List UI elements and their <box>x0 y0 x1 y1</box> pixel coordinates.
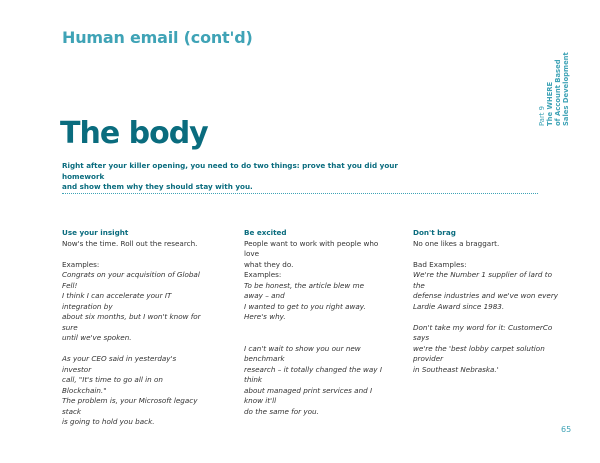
page-title: The body <box>60 116 208 151</box>
side-label <box>534 28 574 128</box>
side-label-line2: of Account Based <box>554 59 562 126</box>
example-line: we're the 'best lobby carpet solution provider <box>413 343 545 363</box>
example-line: in Southeast Nebraska.' <box>413 364 499 374</box>
intro-paragraph <box>62 161 402 193</box>
example-line: Don't take my word for it: CustomerCo says <box>413 322 553 342</box>
examples-label: Examples: <box>62 259 100 269</box>
page-number: 65 <box>561 425 572 434</box>
example-line: defense industries and we've won every <box>413 291 559 300</box>
side-label-line3: Sales Development <box>562 52 570 126</box>
column-dont-brag <box>413 228 563 375</box>
example-line: is going to hold you back. <box>62 417 155 426</box>
intro-line: Right after your killer opening, you need to do two things: prove that you did your homework <box>62 161 398 181</box>
example-line: As your CEO said in yesterday's investor <box>62 354 177 374</box>
examples-label: Bad Examples: <box>413 259 467 269</box>
example-line: I can't wait to show you our new benchmark <box>244 343 361 363</box>
column-use-your-insight <box>62 228 202 428</box>
example-line: To be honest, the article blew me away – and <box>244 280 364 300</box>
side-label-line1: The WHERE <box>546 81 554 126</box>
side-label-part: Part 9 <box>538 106 546 126</box>
column-text: Now's the time. Roll out the research. <box>62 238 198 248</box>
column-heading: Don't brag <box>413 228 456 237</box>
example-line: until we've spoken. <box>62 333 132 342</box>
example-line: about six months, but I won't know for sure <box>62 312 201 332</box>
example-line: Congrats on your acquisition of Global Fell! <box>62 270 200 290</box>
intro-line: and show them why they should stay with you. <box>62 182 253 191</box>
column-text: People want to work with people who love <box>244 238 379 258</box>
example-line: do the same for you. <box>244 406 319 416</box>
column-heading: Be excited <box>244 228 287 237</box>
column-be-excited <box>244 228 384 417</box>
column-heading: Use your insight <box>62 228 129 237</box>
example-line: I think I can accelerate your IT integration by <box>62 291 172 311</box>
example-line: research – it totally changed the way I think <box>244 364 382 384</box>
section-title: Human email (cont'd) <box>62 28 253 47</box>
examples-label: Examples: <box>244 270 282 279</box>
example-line: We're the Number 1 supplier of lard to the <box>413 270 552 290</box>
dotted-divider <box>62 193 538 194</box>
example-line: about managed print services and I know it'll <box>244 385 373 405</box>
side-label-svg <box>534 28 574 128</box>
column-text: what they do. <box>244 259 294 269</box>
column-text: No one likes a braggart. <box>413 238 500 248</box>
example-line: call, "It's time to go all in on Blockchain." <box>62 375 163 395</box>
example-line: Lardie Award since 1983. <box>413 301 505 311</box>
example-line: I wanted to get to you right away. Here's why. <box>244 301 366 321</box>
example-line: The problem is, your Microsoft legacy stack <box>62 396 198 416</box>
